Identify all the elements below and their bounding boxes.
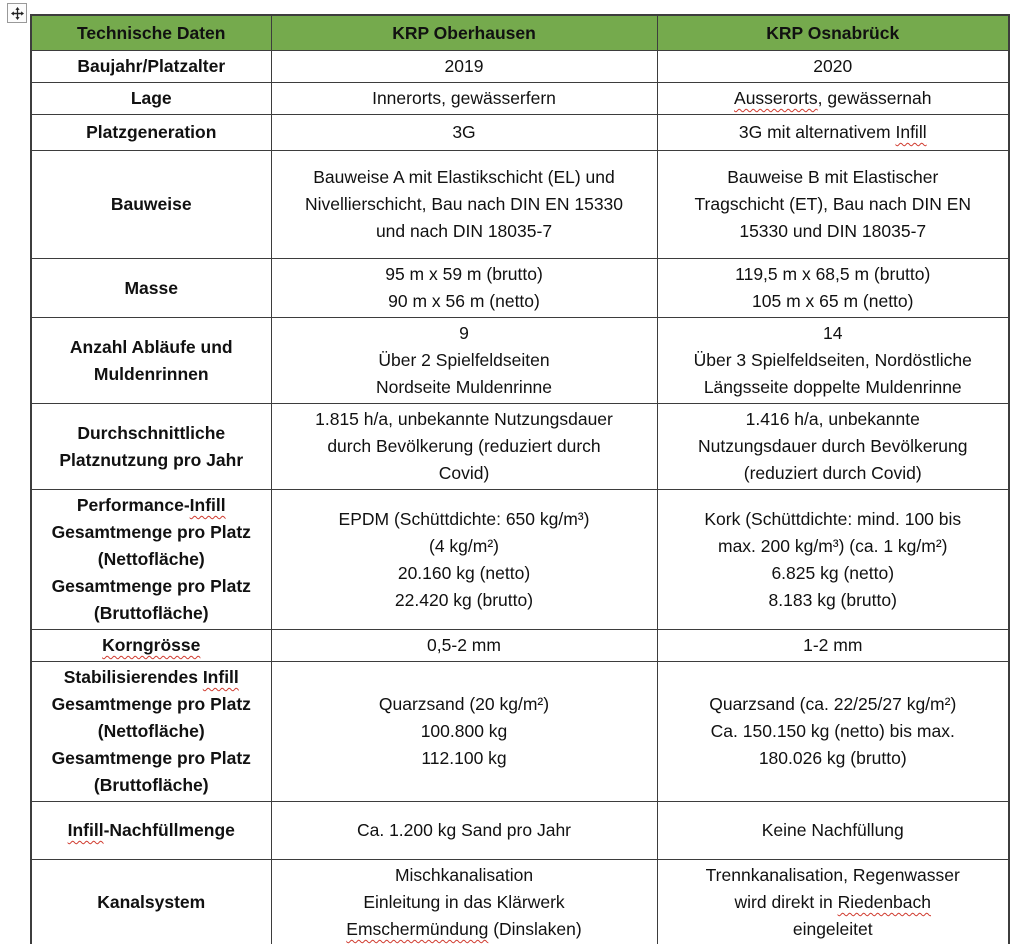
cell-text-line: Emschermündung (Dinslaken)	[346, 919, 582, 939]
cell-text-line: Kanalsystem	[97, 892, 206, 912]
cell-text-line: 90 m x 56 m (netto)	[388, 291, 540, 311]
osnabrueck-cell[interactable]	[657, 802, 1009, 860]
table-row	[31, 51, 1009, 83]
oberhausen-cell[interactable]	[271, 259, 657, 318]
osnabrueck-cell[interactable]	[657, 318, 1009, 404]
cell-text-line: 95 m x 59 m (brutto)	[385, 264, 543, 284]
osnabrueck-cell[interactable]	[657, 51, 1009, 83]
cell-text-line: max. 200 kg/m³) (ca. 1 kg/m²)	[718, 535, 948, 556]
table-row	[31, 630, 1009, 662]
cell-text-line: EPDM (Schüttdichte: 650 kg/m³)	[338, 508, 590, 529]
cell-text-line: Masse	[124, 277, 178, 298]
osnabrueck-cell[interactable]	[657, 83, 1009, 115]
misspelled-text: Riedenbach	[837, 892, 931, 912]
misspelled-text: Emschermündung	[346, 919, 489, 939]
cell-text-line: Performance-Infill	[76, 495, 226, 515]
technical-data-table	[30, 14, 1010, 944]
cell-text-line: Bauweise	[110, 194, 192, 214]
cell-text-line: Nordseite Muldenrinne	[375, 377, 553, 397]
cell-text-line: Covid)	[438, 463, 490, 483]
cell-text-line: 3G mit alternativem Infill	[738, 122, 927, 142]
cell-text-line: Lage	[130, 88, 172, 108]
osnabrueck-cell[interactable]	[657, 151, 1009, 259]
oberhausen-cell[interactable]	[271, 151, 657, 259]
cell-text-line: 105 m x 65 m (netto)	[752, 291, 914, 311]
label-cell[interactable]	[31, 151, 271, 259]
cell-text-line: Ausserorts, gewässernah	[734, 88, 932, 108]
oberhausen-cell[interactable]	[271, 802, 657, 860]
misspelled-text: Korngrösse	[102, 635, 201, 655]
cell-text-line: Einleitung in das Klärwerk	[363, 892, 565, 912]
cell-text-line: 6.825 kg (netto)	[771, 562, 895, 583]
cell-text-line: Trennkanalisation, Regenwasser	[705, 865, 960, 885]
label-cell[interactable]	[31, 802, 271, 860]
cell-text-line: Ca. 150.150 kg (netto) bis max.	[710, 721, 955, 741]
osnabrueck-cell[interactable]	[657, 630, 1009, 662]
cell-text-line: und nach DIN 18035-7	[375, 221, 553, 241]
cell-text-line: eingeleitet	[792, 919, 873, 939]
label-cell[interactable]	[31, 404, 271, 490]
header-row	[31, 15, 1009, 51]
cell-text-line: Innerorts, gewässerfern	[372, 88, 556, 108]
label-cell[interactable]	[31, 51, 271, 83]
cell-text-line: Infill-Nachfüllmenge	[67, 820, 235, 840]
table-row	[31, 115, 1009, 151]
cell-text-line: 20.160 kg (netto)	[397, 562, 531, 583]
cell-text-line: 8.183 kg (brutto)	[768, 589, 897, 610]
osnabrueck-cell[interactable]	[657, 259, 1009, 318]
table-move-handle[interactable]	[7, 3, 27, 23]
cell-text-line: Gesamtmenge pro Platz	[51, 576, 251, 596]
cell-text-line: Nutzungsdauer durch Bevölkerung	[698, 436, 968, 456]
oberhausen-cell[interactable]	[271, 662, 657, 802]
table-row	[31, 490, 1009, 630]
table-row	[31, 860, 1009, 944]
oberhausen-cell[interactable]	[271, 404, 657, 490]
cell-text-line: 119,5 m x 68,5 m (brutto)	[735, 264, 931, 284]
table-row	[31, 318, 1009, 404]
osnabrueck-cell[interactable]	[657, 404, 1009, 490]
misspelled-text: Infill	[67, 820, 104, 840]
oberhausen-cell[interactable]	[271, 318, 657, 404]
cell-text-line: Über 2 Spielfeldseiten	[378, 350, 550, 370]
cell-text-line: 112.100 kg	[421, 748, 507, 768]
cell-text-line: 2019	[444, 56, 484, 76]
cell-text-line: Bauweise A mit Elastikschicht (EL) und	[313, 167, 615, 187]
misspelled-text: Infill	[202, 667, 239, 687]
label-cell[interactable]	[31, 860, 271, 944]
move-cross-icon	[11, 7, 24, 20]
table-row	[31, 662, 1009, 802]
cell-text-line: Bauweise B mit Elastischer	[727, 167, 939, 187]
cell-text-line: 180.026 kg (brutto)	[758, 748, 907, 768]
label-cell[interactable]	[31, 490, 271, 630]
oberhausen-cell[interactable]	[271, 630, 657, 662]
cell-text-line: 9	[459, 323, 469, 343]
cell-text-line: Kork (Schüttdichte: mind. 100 bis	[704, 508, 962, 529]
cell-text-line: 1.815 h/a, unbekannte Nutzungsdauer	[315, 409, 613, 429]
header-cell-krp-osnabrueck[interactable]: KRP Osnabrück	[657, 15, 1009, 51]
cell-text-line: 2020	[813, 56, 853, 76]
cell-text-line: 15330 und DIN 18035-7	[739, 221, 927, 241]
cell-text-line: Muldenrinnen	[93, 363, 209, 384]
table-row	[31, 151, 1009, 259]
cell-text-line: (Nettofläche)	[97, 721, 205, 741]
misspelled-text: Infill	[189, 495, 226, 515]
cell-text-line: 14	[823, 323, 843, 343]
oberhausen-cell[interactable]	[271, 51, 657, 83]
cell-text-line: (Bruttofläche)	[93, 603, 209, 623]
cell-text-line: Über 3 Spielfeldseiten, Nordöstliche	[693, 350, 972, 370]
cell-text-line: wird direkt in Riedenbach	[734, 892, 931, 912]
osnabrueck-cell[interactable]	[657, 115, 1009, 151]
cell-text-line: Baujahr/Platzalter	[77, 56, 226, 76]
cell-text-line: Nivellierschicht, Bau nach DIN EN 15330	[304, 194, 624, 214]
oberhausen-cell[interactable]	[271, 83, 657, 115]
label-cell[interactable]	[31, 662, 271, 802]
cell-text-line: durch Bevölkerung (reduziert durch	[327, 436, 601, 456]
cell-text-line	[40, 632, 263, 659]
cell-text-line: Platznutzung pro Jahr	[59, 449, 244, 470]
cell-text-line: Tragschicht (ET), Bau nach DIN EN	[694, 194, 972, 214]
cell-text-line: Mischkanalisation	[394, 865, 534, 885]
table-row	[31, 802, 1009, 860]
cell-text-line: Gesamtmenge pro Platz	[51, 694, 251, 714]
table-row	[31, 259, 1009, 318]
technical-data-table-container	[30, 14, 1008, 944]
cell-text-line: (4 kg/m²)	[429, 535, 499, 556]
cell-text-line: (Nettofläche)	[97, 549, 205, 569]
cell-text-line: Keine Nachfüllung	[761, 820, 904, 840]
osnabrueck-cell[interactable]	[657, 490, 1009, 630]
osnabrueck-cell[interactable]	[657, 860, 1009, 944]
misspelled-text: Infill	[895, 122, 927, 142]
cell-text-line: Gesamtmenge pro Platz	[51, 522, 251, 542]
cell-text-line: Stabilisierendes Infill	[63, 667, 239, 687]
header-cell-krp-oberhausen[interactable]: KRP Oberhausen	[271, 15, 657, 51]
label-cell[interactable]	[31, 259, 271, 318]
cell-text-line: Durchschnittliche	[77, 422, 226, 443]
label-cell[interactable]	[31, 630, 271, 662]
header-cell-technische-daten[interactable]: Technische Daten	[31, 15, 271, 51]
oberhausen-cell[interactable]	[271, 115, 657, 151]
cell-text-line: 1.416 h/a, unbekannte	[745, 409, 920, 429]
misspelled-text: Ausserorts	[734, 88, 818, 108]
osnabrueck-cell[interactable]	[657, 662, 1009, 802]
cell-text-line: Anzahl Abläufe und	[69, 336, 233, 357]
label-cell[interactable]	[31, 83, 271, 115]
cell-text-line: Platzgeneration	[86, 122, 217, 142]
cell-text-line: 22.420 kg (brutto)	[394, 589, 534, 610]
cell-text-line: Gesamtmenge pro Platz	[51, 748, 251, 768]
cell-text-line: Quarzsand (ca. 22/25/27 kg/m²)	[709, 694, 957, 714]
oberhausen-cell[interactable]	[271, 860, 657, 944]
cell-text-line: (Bruttofläche)	[93, 775, 209, 795]
table-body	[31, 51, 1009, 944]
label-cell[interactable]	[31, 115, 271, 151]
oberhausen-cell[interactable]	[271, 490, 657, 630]
cell-text-line: 1-2 mm	[803, 635, 863, 655]
table-row	[31, 404, 1009, 490]
cell-text-line: (reduziert durch Covid)	[743, 463, 922, 483]
cell-text-line: 0,5-2 mm	[427, 635, 501, 655]
table-row	[31, 83, 1009, 115]
cell-text-line: Ca. 1.200 kg Sand pro Jahr	[356, 820, 572, 840]
cell-text-line: 3G	[452, 122, 476, 142]
cell-text-line: Quarzsand (20 kg/m²)	[378, 694, 550, 714]
cell-text-line: 100.800 kg	[420, 721, 508, 741]
cell-text-line: Längsseite doppelte Muldenrinne	[703, 377, 962, 397]
label-cell[interactable]	[31, 318, 271, 404]
